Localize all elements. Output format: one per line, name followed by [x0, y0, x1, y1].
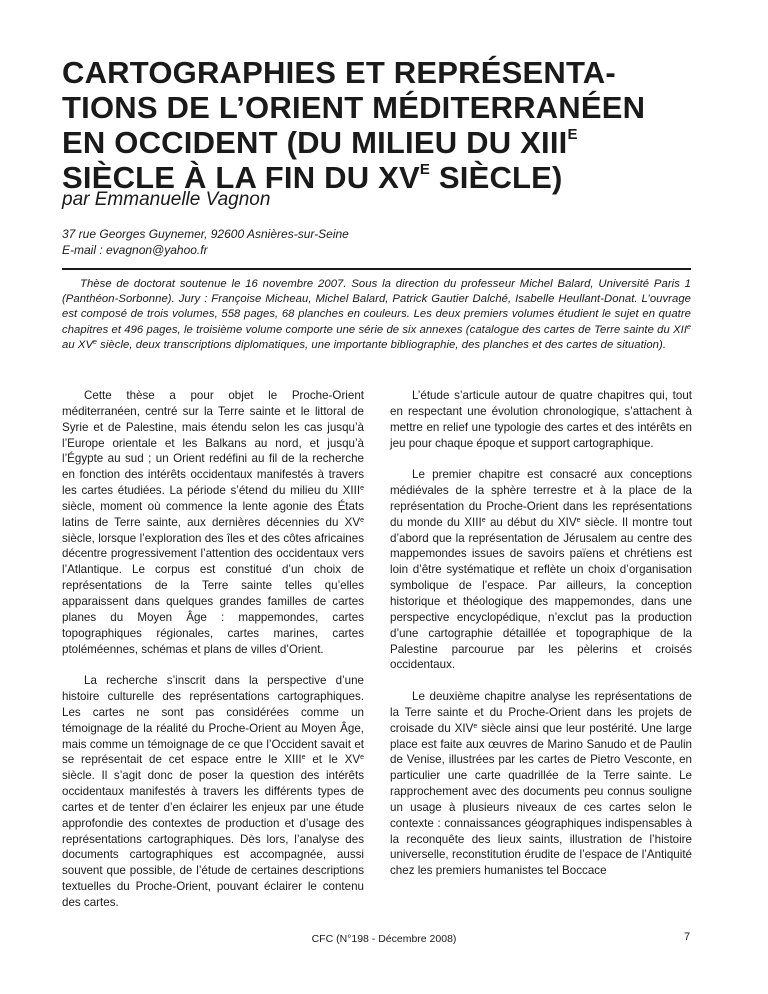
- superscript: e: [576, 516, 581, 524]
- paragraph-text: au début du XIV: [485, 515, 577, 529]
- author-address: [62, 227, 349, 258]
- paragraph-text: siècle, lorsque l’exploration des îles et des côtes africaines décentre progressivement l’attention des occidentaux vers l’Atlantique. Le corpus est constitué d’un choix de représentations de la Terre sainte telles qu’elles apparaissent dans quelques grandes familles de cartes planes du Moyen Âge : mappemondes, cartes topographiques régionales, cartes marines, cartes ptoléméennes, schémas et plans de villes d’Orient.: [62, 531, 364, 656]
- paragraph-2: [62, 673, 364, 911]
- superscript: e: [301, 754, 306, 762]
- paragraph-text: siècle ainsi que leur postérité. Une large place est faite aux œuvres de Marino Sanudo et de Paulin de Venise, illustrées par les cartes de Pietro Vesconte, en particulier une carte quadrillée de la Terre sainte. Le rapprochement avec des documents peu connus souligne un usage à plusieurs niveaux de ces cartes selon le contexte : connaissances géographiques indispensables à la reconquête des lieux saints, illustration de l’histoire universelle, reconstitution érudite de l’espace de l’Antiquité chez les premiers humanistes tel Boccace: [390, 721, 692, 878]
- left-column: [62, 388, 364, 911]
- paragraph-1: [62, 388, 364, 657]
- street-address: 37 rue Georges Guynemer, 92600 Asnières-sur-Seine: [62, 227, 349, 241]
- paragraph-text: Cette thèse a pour objet le Proche-Orient méditerranéen, centré sur la Terre sainte et le littoral de Syrie et de Palestine, mais étendu selon les cas jusqu’à l’Europe orientale et les Balkans au nord, et jusqu’à l’Égypte au sud ; un Orient redéfini au fil de la recherche en fonction des intérêts occidentaux manifestés à travers les cartes étudiées. La période s’étend du milieu du XIII: [62, 389, 364, 498]
- abstract-text: siècle, deux transcriptions diplomatiques, une importante bibliographie, des planches et des cartes de situation).: [96, 338, 667, 351]
- title-line-2: TIONS DE L’ORIENT MÉDITERRANÉEN: [62, 90, 646, 125]
- paragraph-text: siècle, moment où commence la lente agonie des États latins de Terre sainte, aux dernières décennies du XV: [62, 499, 364, 529]
- title-line-4-text-a: SIÈCLE À LA FIN DU XV: [62, 160, 420, 195]
- title-superscript: E: [419, 161, 431, 178]
- abstract-text: Thèse de doctorat soutenue le 16 novembre 2007. Sous la direction du professeur Michel Balard, Université Paris 1 (Panthéon-Sorbonne). Jury : Françoise Micheau, Michel Balard, Patrick Gautier Dalché, Isabelle Heullant-Donat. L’ouvrage est composé de trois volumes, 558 pages, 68 planches en couleurs. Les deux premiers volumes étudient le sujet en quatre chapitres et 496 pages, le troisième volume comporte une série de six annexes (catalogue des cartes de Terre sainte du XII: [62, 278, 691, 336]
- title-superscript: E: [567, 126, 578, 143]
- paragraph-text: La recherche s’inscrit dans la perspective d’une histoire culturelle des représentations cartographiques. Les cartes ne sont pas considérées comme un témoignage de la réalité du Proche-Orient au Moyen Âge, mais comme un témoignage de ce que l’Occident savait et se représentait de cet espace entre le XIII: [62, 674, 364, 767]
- paragraph-text: et le XV: [305, 753, 361, 767]
- article-title: [62, 55, 712, 195]
- superscript: e: [473, 722, 478, 730]
- journal-footer: CFC (N°198 - Décembre 2008): [311, 933, 457, 945]
- superscript: e: [360, 754, 365, 762]
- paragraph-text: Le premier chapitre est consacré aux conceptions médiévales de la sphère terrestre et à la place de la représentation du Proche-Orient dans les représentations du monde du XIII: [390, 468, 692, 529]
- title-line-3-text: EN OCCIDENT (DU MILIEU DU XIII: [62, 125, 568, 160]
- superscript: e: [93, 338, 97, 346]
- email-address: E-mail : evagnon@yahoo.fr: [62, 242, 208, 257]
- abstract-text: au XV: [62, 338, 94, 351]
- superscript: e: [687, 323, 691, 331]
- horizontal-rule: [62, 268, 691, 270]
- title-line-3: [62, 125, 712, 160]
- paragraph-text: Le deuxième chapitre analyse les représentations de la Terre sainte et du Proche-Orient dans les projets de croisade du XIV: [390, 690, 692, 735]
- right-column: [390, 388, 692, 879]
- superscript: e: [481, 516, 486, 524]
- author-byline: par Emmanuelle Vagnon: [62, 189, 271, 210]
- paragraph-text: siècle. Il s’agit donc de poser la question des intérêts occidentaux manifestés à travers les différents types de cartes et de tenter d’en éclairer les enjeux par une étude approfondie des contextes de production et d’usage des représentations cartographiques. Dès lors, l’analyse des documents cartographiques est accompagnée, aussi souvent que possible, de l’étude de certaines descriptions textuelles du Proche-Orient, pouvant éclairer le contenu des cartes.: [62, 769, 364, 909]
- superscript: e: [360, 516, 364, 524]
- paragraph-4: [390, 467, 692, 673]
- paragraph-3: L’étude s’articule autour de quatre chapitres qui, tout en respectant une évolution chronologique, s’attachent à mettre en relief une typologie des cartes et des intérêts en jeu pour chaque époque et support cartographique.: [390, 389, 692, 450]
- paragraph-5: [390, 689, 692, 879]
- superscript: e: [360, 485, 364, 493]
- abstract: [62, 277, 691, 353]
- paragraph-text: siècle. Il montre tout d’abord que la représentation de Jérusalem au centre des mappemondes issues de savoirs païens et chrétiens est loin d’être systématique et reflète un choix d’organisation symbolique de l’espace. Par ailleurs, la conception historique et théologique des mappemondes, dans une perspective encyclopédique, n’exclut pas la production d’une cartographie détaillée et topographique de la Palestine parcourue par les pèlerins et croisés occidentaux.: [390, 515, 692, 672]
- title-line-1: CARTOGRAPHIES ET REPRÉSENTA-: [62, 55, 616, 90]
- page-number: 7: [684, 931, 691, 943]
- title-line-4-text-b: SIÈCLE): [430, 160, 563, 195]
